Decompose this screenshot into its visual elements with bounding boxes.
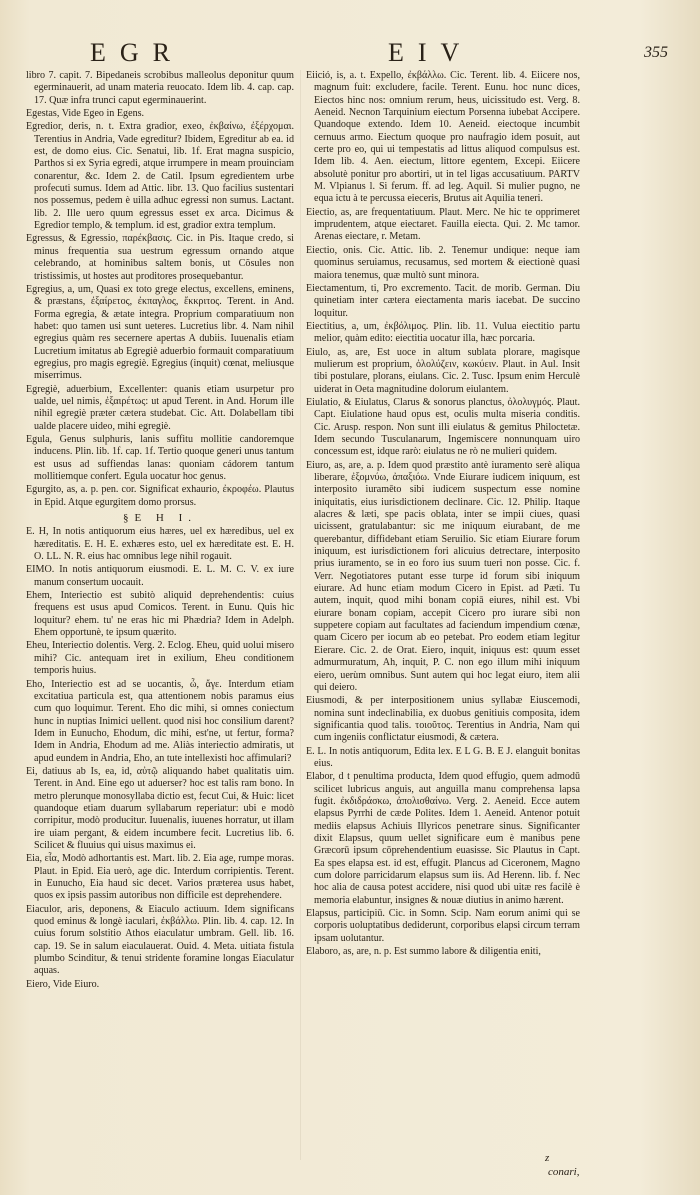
dictionary-entry: Eiició, is, a. t. Expello, ἐκβάλλω. Cic. Terent. lib. 4. Eiicere nos, magnum fuit: excludere, facile. Terent. Eunu. hoc nunc dices, Eiectos hinc nos: omnium rerum, heus, uicissitudo est. Verg. 8. Aeneid. Necnon Tarquinium eiectum Porsenna iubebat Accipere. Quandoque extendo. Idem 10. Aeneid. eiectoque incumbit cernuus armo. Eiectum quoque pro naufragio idem posuit, aut certe pro eo, qui ui tempestatis ad littus aliquod compulsus est. Idem lib. 4. Aen. eiectum, littore egentem, Excepi. Eiicere absolutè ponitur pro abortiri, ut in tel ligas accusatiuum. PARTV M. Vlpianus l. Si ferum. ff. ad leg. Aquil. Si mulier pugno, ne equa ictu à te percussa eieceris, Brutus ait Aquilia teneri. xyxy=(306,70,580,205)
dictionary-entry: Eiaculor, aris, deponens, & Eiaculo actiuum. Idem significans quod eminus & longè iaculari, ἐκβάλλω. Plin. lib. 4. cap. 12. In cuius forum solstitio Athos eiaculatur umbram. Gell. lib. 16. cap. 19. Se in salum eiaculauerat. Ouid. 4. Meta. uitiata fistula plumbo Scinditur, & tenui stridente foramine longas Eiaculatur aquas. xyxy=(26,903,294,977)
section-heading: §E H I. xyxy=(122,512,198,525)
dictionary-entry: Egressus, & Egressio, παρέκβασις. Cic. in Pis. Itaque credo, si minus frequentia sua uestrum egressum ornando atque celebrando, at hominibus saltem bonis, ut Cõsules non tristissimis, ut hostes aut proditores prosequebantur. xyxy=(26,233,294,282)
column-divider xyxy=(300,70,301,1160)
dictionary-entry: Eho, Interiectio est ad se uocantis, ὦ, ἄγε. Interdum etiam excitatiua particula est, qua attentionem nobis paramus eius cum quo loquimur. Terent. Eho dic mihi, si omnes coniectum hunc in nuptias Inimici uellent. quod nisi hoc consilium darent? Idem in Eunucho, Ehodum, dic mihi, est'ne, ut fertur, forma? Idem in Andria, Ehodum ad me. Aliàs interiectio admiratis, ut apud eundem in Andria, Eho, an tute intellexisti hoc affimulari? xyxy=(26,678,294,764)
dictionary-entry: EIMO. In notis antiquorum eiusmodi. E. L. M. C. V. ex iure manum consertum uocauit. xyxy=(26,564,294,588)
dictionary-entry: Egestas, Vide Egeo in Egens. xyxy=(26,108,145,120)
running-head-right: EIV xyxy=(388,38,474,67)
page-number: 355 xyxy=(644,44,668,61)
dictionary-entry: Eheu, Interiectio dolentis. Verg. 2. Eclog. Eheu, quid uolui misero mihi? Cic. antequam iret in exilium, Eheu conditionem temporis huius. xyxy=(26,640,294,677)
dictionary-entry: Elabor, d t penultima producta, Idem quod effugio, quem admodū scilicet lubricus anguis, aut anguilla manu comprehensa lapsa fugit. ἐκδιδράσκω, ἀπολισθαίνω. Verg. 2. Aeneid. Ecce autem elapsus Pyrrhi de cæde Polites. Idem 1. Aeneid. Antenor potuit mediis elapsus Achiuis Illyricos penetrare sinus. Significanter dixit Elapsus, quum uellet significare eum è manibus pene Græcorū ipsum cōprehendentium euasisse. Sic Plautus in Capt. Ea spes elapsa est. id est, effugit. Plancus ad Ciceronem, Magno cum dolore parricidarum elapsus sum iis. Ad Herenn. lib. f. Nec hoc alia de causa potest accidere, nisi quod ubi uitæ res facilè è memoria elabuntur, insignes & nouæ diutius in animo hærent. xyxy=(306,771,580,906)
dictionary-entry: Eiusmodi, & per interpositionem unius syllabæ Eiuscemodi, nomina sunt indeclinabilia, ex duobus genitiuis composita, idem significantia quod talis. τοιοῦτος. Terentius in Andria, Nam qui cum ingeniis conflictatur eiusmodi, & cætera. xyxy=(306,695,580,744)
dictionary-entry: Eiectamentum, ti, Pro excremento. Tacit. de morib. German. Diu quinetiam inter cætera eiectamenta maris iacebat. De succino loquitur. xyxy=(306,282,580,319)
dictionary-entry: Ei, datiuus ab Is, ea, id, αὐτῷ aliquando habet qualitatis uim. Terent. in And. Eine ego ut aduerser? hoc est talis ram bono. In metro plerunque monosyllaba dictio est, fecut Cui, & Huic: licet quandoque etiam duarum syllabarum reperiatur: ubi e modò corripitur, modò producitur. Iuuenalis, iuuenes horratur, ut illam ire uiam pergant, & eidem incumbere fecit. Lucretius lib. 6. Scilicet & fluuius qui uisus maximus ei. xyxy=(26,765,294,851)
left-column xyxy=(26,70,294,992)
dictionary-entry: Eia, εἶα, Modò adhortantis est. Mart. lib. 2. Eia age, rumpe moras. Plaut. in Epid. Eia uerò, age dic. Interdum corripientis. Terent. in Eunucho, Eia haud sic decet. Varios præterea usus habet, quos ex ipsis passim autoribus non difficile est deprehendere. xyxy=(26,853,294,902)
dictionary-entry: libro 7. capit. 7. Bipedaneis scrobibus malleolus deponitur quum egerminauerit, ad unam materia reuocato. Idem lib. 4. cap. cap. 17. Quæ infra trunci caput egerminauerint. xyxy=(26,70,294,106)
dictionary-entry: Eiuro, as, are, a. p. Idem quod præstito antè iuramento serè aliqua liberare, ἐξομνύω, ἀπαξιόω. Vnde Eiurare iudicem iniquum, est interposito iuramēto sibi iudicem suspectum esse nomine iniquitatis, eius iurisdictionem declinare. Cic. 12. Philip. Itaque alacres & læti, spe pacis oblata, inter se impii ciues, quasi uicissent, gratulabantur: sic me iniquum eiurabant, de me querebantur, diffidebant etiam Seruilio. Sic etiam Eiurare forum iniquum, est iurisdictionem fori alicuius detrectare, interposito prius iuramento, se in eo foro ius suum tueri non posse. Cic. f. Verr. Negotiatores putant esse turpe id forum sibi iniquum eiurare. Ad hunc etiam modum Cicero in Epist. ad Pæti. Tu autem, inquit, quod mihi bonam copiā eiures, nihil est. Vbi eiurare bonam copiam, accepit Cicero pro iurare sibi non suppetere copiam aut facultates ad faciendum impendium cœnæ, quam Cicero per iocum ab eo petebat. Pro eodem etiam legitur Eierare. Cic. 2. de Orat. Eiero, inquit, iniquus est: quum esset admurmuratum, Ah, inquit, P. C. non ego illum mihi iniquum eiero, uerùm omnibus. Sunt autem qui hoc legat eiuro, item alii qui deiero. xyxy=(306,459,580,693)
dictionary-entry: E. H, In notis antiquorum eius hæres, uel ex hæredibus, uel ex hæreditatis. E. H. E. exhæres esto, uel ex hæreditate est. E. H. O. LL. N. R. eius hac omnibus lege nihil rogauit. xyxy=(26,526,294,563)
dictionary-entry: Elapsus, participiū. Cic. in Somn. Scip. Nam eorum animi qui se corporis uoluptatibus dediderunt, corporibus elapsi circum terram ipsam uolutantur. xyxy=(306,908,580,944)
dictionary-entry: Egregiè, aduerbium, Excellenter: quanis etiam usurpetur pro ualde, uel nimis, ἐξαιρέτως: ut apud Terent. in And. Horum ille nihil egregiè præter cætera studebat. Cic. Att. Dolabellam tibi ualde placere uideo, mihi egregiè. xyxy=(26,383,294,432)
dictionary-entry: Eiulo, as, are, Est uoce in altum sublata plorare, magisque mulierum est proprium, ὀλολύζειν, κωκύειν. Plaut. in Aul. Insit tibi postulare, plorans, eiulans. Cic. 2. Tusc. Ipsum enim Herculè uiderat in Oeta magnitudine dolorum eiulantem. xyxy=(306,346,580,395)
catchword: conari, xyxy=(548,1166,580,1178)
dictionary-entry: Eiulatio, & Eiulatus, Clarus & sonorus planctus, ὀλολυγμός. Plaut. Capt. Eiulatione haud opus est, oculis multa miseria conditis. Cic. Arusp. respon. Non sunt illi eiulatus & gemitus Philoctetæ. Idem secundo Tusculanarum, Ingemiscere nonnunquam uiro concessum est, idque rarò: eiulatus ne rò ne mulieri quidem. xyxy=(306,396,580,458)
dictionary-entry: Egredior, deris, n. t. Extra gradior, exeo, ἐκβαίνω, ἐξέρχομαι. Terentius in Andria, Vade egreditur? Ibidem, Egreditur ab ea. id est, de domo eius. Cic. Senatui, lib. 1f. Erat magna suspicio, Parthos si ex Syria egredi, atque irrumpere in meam prouinciam conarentur, &c. Idem 2. de Catil. Ipsum egredientem urbe profecuti sumus. Idem ad Attic. libr. 13. Quo facilius sustentari nos possemus, pedem è uilla adhuc egressi non sumus. Lactant. lib. 2. Ille uero quum egressus esset ex arca. Dicimus & Egredior templo, & templum. id est, gradior extra templum. xyxy=(26,121,294,232)
dictionary-entry: Eiectio, onis. Cic. Attic. lib. 2. Tenemur undique: neque iam quominus seruiamus, recusamus, sed mortem & eiectionè quasi maiora tenemus, quæ multò sunt minora. xyxy=(306,244,580,281)
dictionary-entry: Eiectitius, a, um, ἐκβόλιμος. Plin. lib. 11. Vulua eiectitio partu melior, quàm edito: eiectitia uocatur illa, hæc porcaria. xyxy=(306,320,580,345)
signature-mark: z xyxy=(545,1152,550,1164)
right-column xyxy=(306,70,580,959)
dictionary-entry: Egurgito, as, a. p. pen. cor. Significat exhaurio, ἐκροφέω. Plautus in Epid. Atque egurgitem domo prorsus. xyxy=(26,484,294,508)
dictionary-entry: Egregius, a, um, Quasi ex toto grege electus, excellens, eminens, & præstans, ἐξαίρετος, ἐκπαγλος, ἔκκριτος. Terent. in And. Forma egregia, & ætate integra. Proprium comparatiuum non habet: quo tamen usi sunt ueteres. Lucretius libr. 4. Nam nihil egregius quàm res secernere apertas A dubiis. Iuuenalis etiam Lucretium imitatus ab Egregiè aduerbio formauit comparatiuum egregius, pro magis egregiè. Egregius (inquit) cœnat, meliusque miserrimus. xyxy=(26,283,294,382)
running-head-left: EGR xyxy=(90,38,184,67)
dictionary-entry: Elaboro, as, are, n. p. Est summo labore & diligentia eniti, xyxy=(306,946,541,958)
dictionary-entry: Ehem, Interiectio est subitò aliquid deprehendentis: cuius frequens est usus apud Comicos. Terent. in Eunu. Quis hic loquitur? ehem. tu' ne eras hic mi Phædria? Idem in Adelph. Ehem opportunè, te ipsum quærito. xyxy=(26,590,294,639)
dictionary-entry: E. L. In notis antiquorum, Edita lex. E L G. B. E J. elanguit bonitas eius. xyxy=(306,745,580,769)
dictionary-entry: Eiero, Vide Eiuro. xyxy=(26,978,100,990)
dictionary-entry: Egula, Genus sulphuris, lanis suffitu mollitie candoremque inducens. Plin. lib. 1f. cap. 1f. Tertio quoque generi unus tantum est usus ad suffiendas lanas: quoniam cádorem tantum mollitiemque confert. Egula uocatur hoc genus. xyxy=(26,433,294,482)
dictionary-entry: Eiectio, as, are frequentatiuum. Plaut. Merc. Ne hic te opprimeret imprudentem, atque eiectaret. Fauilla eiecta. Qui. 2. Mc tamor. Arenas eiectare, r. Metam. xyxy=(306,206,580,243)
